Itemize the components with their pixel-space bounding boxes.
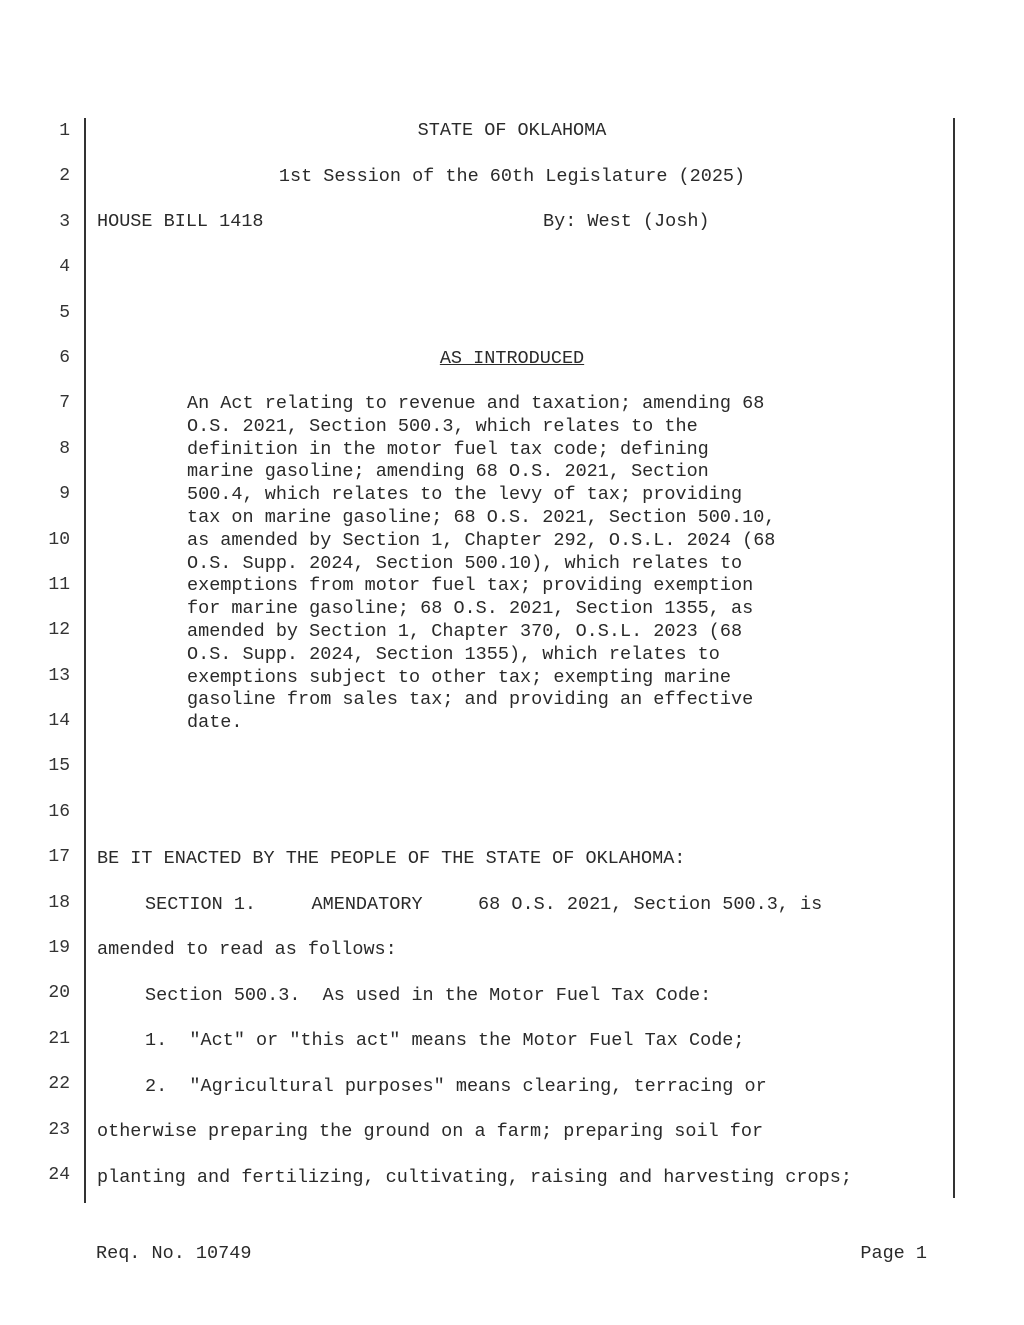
line-number: 4: [59, 257, 70, 278]
abstract-line: O.S. Supp. 2024, Section 500.10), which relates to: [187, 552, 743, 574]
status-heading: [97, 347, 927, 371]
right-margin-rule: [953, 118, 955, 1198]
line-number: 3: [59, 211, 70, 232]
definition-item-2-continued: planting and fertilizing, cultivating, raising and harvesting crops;: [97, 1167, 852, 1188]
abstract-line: gasoline from sales tax; and providing an effective: [187, 689, 754, 711]
abstract-line: as amended by Section 1, Chapter 292, O.S.L. 2024 (68: [187, 529, 776, 551]
status-text: AS INTRODUCED: [439, 348, 585, 369]
session-title: 1st Session of the 60th Legislature (2025): [278, 166, 746, 187]
line-number: 23: [48, 1119, 70, 1140]
line-number: 14: [48, 711, 70, 732]
line-number: 1: [59, 121, 70, 141]
line-number: 2: [59, 166, 70, 187]
line-number: 22: [48, 1074, 70, 1095]
definition-item-1: 1. "Act" or "this act" means the Motor Fuel Tax Code;: [145, 1030, 745, 1051]
abstract-line: definition in the motor fuel tax code; defining: [187, 438, 709, 460]
line-number: 21: [48, 1028, 70, 1049]
page-number: Page 1: [860, 1243, 927, 1264]
line-number: 6: [59, 347, 70, 368]
line-number: 11: [48, 574, 70, 595]
line-number: 18: [48, 892, 70, 913]
abstract-line: exemptions subject to other tax; exempting marine: [187, 666, 731, 688]
line-number: 5: [59, 302, 70, 323]
abstract-line: exemptions from motor fuel tax; providing exemption: [187, 575, 754, 597]
enacting-clause: BE IT ENACTED BY THE PEOPLE OF THE STATE OF OKLAHOMA:: [97, 848, 686, 869]
section-1-continuation: amended to read as follows:: [97, 939, 397, 960]
line-number: 20: [48, 983, 70, 1004]
line-number: 13: [48, 665, 70, 686]
section-heading: Section 500.3. As used in the Motor Fuel Tax Code:: [145, 985, 712, 1006]
bill-abstract: [187, 393, 847, 735]
line-number: 17: [48, 847, 70, 868]
line-number: 24: [48, 1164, 70, 1185]
abstract-line: date.: [187, 712, 243, 734]
abstract-line: tax on marine gasoline; 68 O.S. 2021, Section 500.10,: [187, 506, 776, 528]
line-number: 8: [59, 438, 70, 459]
line-number: 12: [48, 620, 70, 641]
definition-item-2-continued: otherwise preparing the ground on a farm; preparing soil for: [97, 1121, 764, 1142]
request-number: Req. No. 10749: [96, 1243, 252, 1264]
abstract-line: marine gasoline; amending 68 O.S. 2021, Section: [187, 461, 709, 483]
line-number: 7: [59, 393, 70, 414]
section-1-line: SECTION 1. AMENDATORY 68 O.S. 2021, Section 500.3, is: [145, 894, 823, 915]
line-number: 16: [48, 801, 70, 822]
abstract-line: 500.4, which relates to the levy of tax; providing: [187, 484, 743, 506]
line-numbers: [40, 119, 70, 1208]
bill-number: HOUSE BILL 1418: [97, 211, 264, 232]
abstract-line: O.S. 2021, Section 500.3, which relates to the: [187, 415, 698, 437]
abstract-line: amended by Section 1, Chapter 370, O.S.L. 2023 (68: [187, 620, 743, 642]
abstract-line: for marine gasoline; 68 O.S. 2021, Section 1355, as: [187, 598, 754, 620]
line-number: 19: [48, 938, 70, 959]
definition-item-2: 2. "Agricultural purposes" means clearing, terracing or: [145, 1076, 767, 1097]
line-number: 15: [48, 756, 70, 777]
abstract-line: O.S. Supp. 2024, Section 1355), which relates to: [187, 643, 720, 665]
state-title: STATE OF OKLAHOMA: [417, 120, 607, 141]
left-margin-rule: [84, 118, 86, 1203]
line-number: 9: [59, 484, 70, 505]
bill-author: By: West (Josh): [543, 211, 710, 232]
line-number: 10: [48, 529, 70, 550]
abstract-line: An Act relating to revenue and taxation; amending 68: [187, 393, 765, 414]
